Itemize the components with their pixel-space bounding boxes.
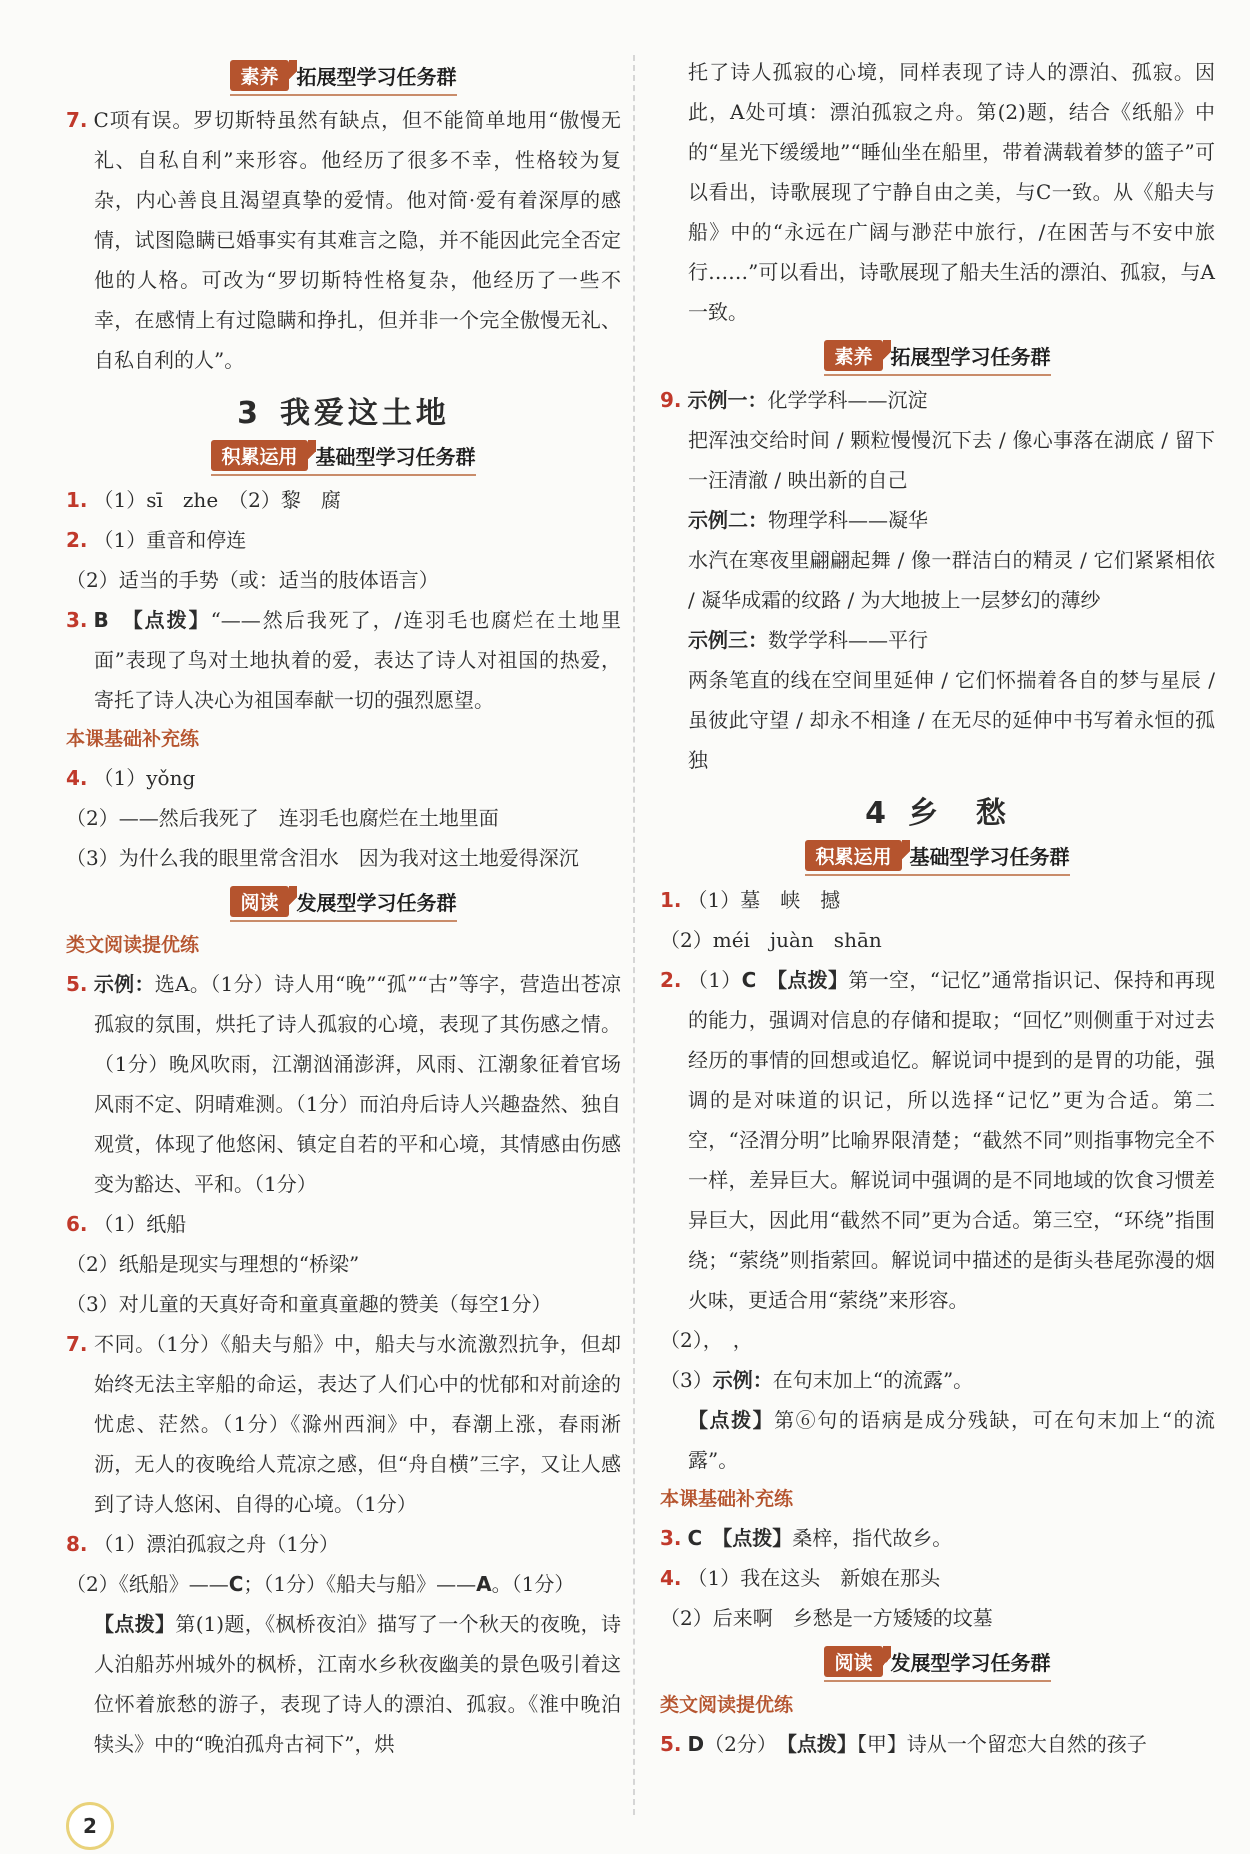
section-banner-reading bbox=[660, 1646, 1215, 1682]
answer-1-line2: （2）méi juàn shān bbox=[660, 928, 882, 952]
answer-9-example3-head: 示例三：数学学科——平行 bbox=[688, 628, 928, 652]
section-banner-basic bbox=[660, 840, 1215, 876]
lesson-title: 4 乡 愁 bbox=[865, 796, 1010, 831]
answer-5: 5. D（2分） 【点拨】【甲】诗从一个留恋大自然的孩子 bbox=[660, 1732, 1147, 1756]
section-banner-expand bbox=[66, 60, 621, 96]
banner-tag: 素养 bbox=[824, 340, 882, 371]
answer-4: 4. （1）我在这头 新娘在那头 bbox=[660, 1566, 941, 1590]
section-banner-reading bbox=[66, 886, 621, 922]
page-number: 2 bbox=[66, 1802, 114, 1850]
answer-2: 2. （1）重音和停连 bbox=[66, 528, 247, 552]
answer-8: 8. （1）漂泊孤寂之舟（1分） bbox=[66, 1532, 339, 1556]
section-banner-expand bbox=[660, 340, 1215, 376]
answer-2-line2: （2）适当的手势（或：适当的肢体语言） bbox=[66, 568, 439, 592]
banner-label: 基础型学习任务群 bbox=[315, 445, 476, 469]
answer-9-example3: 两条笔直的线在空间里延伸 / 它们怀揣着各自的梦与星辰 / 虽彼此守望 / 却永不相逢 / 在无尽的延伸中书写着永恒的孤独 bbox=[688, 668, 1215, 772]
answer-6-line3: （3）对儿童的天真好奇和童真童趣的赞美（每空1分） bbox=[66, 1292, 552, 1316]
answer-3: 3. C 【点拨】桑梓，指代故乡。 bbox=[660, 1526, 953, 1550]
answer-8-continued: 托了诗人孤寂的心境，同样表现了诗人的漂泊、孤寂。因此，A处可填：漂泊孤寂之舟。第(2)题，结合《纸船》中的“星光下缓缓地”“睡仙坐在船里，带着满载着梦的篮子”可以看出，诗歌展现了宁静自由之美，与C一致。从《船夫与船》中的“永远在广阔与渺茫中旅行，/在困苦与不安中旅行……”可以看出，诗歌展现了船夫生活的漂泊、孤寂，与A一致。 bbox=[688, 60, 1215, 324]
answer-7b: 7. 不同。（1分）《船夫与船》中，船夫与水流激烈抗争，但却始终无法主宰船的命运，表达了人们心中的忧郁和对前途的忧虑、茫然。（1分）《滁州西涧》中，春潮上涨，春雨淅沥，无人的夜晚给人荒凉之感，但“舟自横”三字，又让人感到了诗人悠闲、自得的心境。（1分） bbox=[66, 1332, 621, 1516]
banner-label: 发展型学习任务群 bbox=[296, 891, 457, 915]
banner-tag: 积累运用 bbox=[211, 440, 307, 471]
answer-1: 1. （1）墓 峡 撼 bbox=[660, 888, 841, 912]
banner-label: 发展型学习任务群 bbox=[890, 1651, 1051, 1675]
answer-8-tip: 【点拨】第(1)题，《枫桥夜泊》描写了一个秋天的夜晚，诗人泊船苏州城外的枫桥，江南水乡秋夜幽美的景色吸引着这位怀着旅愁的游子，表现了诗人的漂泊、孤寂。《淮中晚泊犊头》中的“晚泊孤舟古祠下”，烘 bbox=[94, 1612, 621, 1756]
answer-4-line2: （2）后来啊 乡愁是一方矮矮的坟墓 bbox=[660, 1606, 993, 1630]
answer-1: 1. （1）sī zhe （2）黎 腐 bbox=[66, 488, 341, 512]
answer-9-example2: 水汽在寒夜里翩翩起舞 / 像一群洁白的精灵 / 它们紧紧相依 / 凝华成霜的纹路 / 为大地披上一层梦幻的薄纱 bbox=[688, 548, 1215, 612]
section-banner-basic bbox=[66, 440, 621, 476]
answer-6: 6. （1）纸船 bbox=[66, 1212, 187, 1236]
banner-label: 拓展型学习任务群 bbox=[296, 65, 457, 89]
answer-2-line2: （2）， ， bbox=[660, 1328, 753, 1352]
banner-label: 拓展型学习任务群 bbox=[890, 345, 1051, 369]
answer-5: 5. 示例：选A。（1分）诗人用“晚”“孤”“古”等字，营造出苍凉孤寂的氛围，烘托了诗人孤寂的心境，表现了其伤感之情。（1分）晚风吹雨，江潮汹涌澎湃，风雨、江潮象征着官场风雨不定、阴晴难测。（1分）而泊舟后诗人兴趣盎然、独自观赏，体现了他悠闲、镇定自若的平和心境，其情感由伤感变为豁达、平和。（1分） bbox=[66, 972, 621, 1196]
answer-4-line3: （3）为什么我的眼里常含泪水 因为我对这土地爱得深沉 bbox=[66, 846, 579, 870]
answer-4: 4. （1）yǒng bbox=[66, 766, 196, 790]
right-column bbox=[660, 52, 1215, 1764]
lesson-title: 3 我爱这土地 bbox=[237, 396, 450, 431]
answer-8-line2: （2）《纸船》——C；（1分）《船夫与船》——A。（1分） bbox=[66, 1572, 575, 1596]
answer-2-tip: 【点拨】第⑥句的语病是成分残缺，可在句末加上“的流露”。 bbox=[688, 1408, 1216, 1472]
answer-7: 7. C项有误。罗切斯特虽然有缺点，但不能简单地用“傲慢无礼、自私自利”来形容。他经历了很多不幸，性格较为复杂，内心善良且渴望真挚的爱情。他对简·爱有着深厚的感情，试图隐瞒已婚事实有其难言之隐，并不能因此完全否定他的人格。可改为“罗切斯特性格复杂，他经历了一些不幸，在感情上有过隐瞒和挣扎，但并非一个完全傲慢无礼、自私自利的人”。 bbox=[66, 108, 621, 372]
left-column bbox=[66, 52, 621, 1764]
banner-tag: 阅读 bbox=[230, 886, 288, 917]
banner-tag: 素养 bbox=[230, 60, 288, 91]
answer-9-example1: 把浑浊交给时间 / 颗粒慢慢沉下去 / 像心事落在湖底 / 留下一汪清澈 / 映出新的自己 bbox=[688, 428, 1215, 492]
banner-label: 基础型学习任务群 bbox=[909, 845, 1070, 869]
answer-3: 3. B 【点拨】“——然后我死了，/连羽毛也腐烂在土地里面”表现了鸟对土地执着的爱，表达了诗人对祖国的热爱，寄托了诗人决心为祖国奉献一切的强烈愿望。 bbox=[66, 608, 621, 712]
subheading-basic-supplement: 本课基础补充练 bbox=[660, 1488, 794, 1510]
answer-9: 9. 示例一：化学学科——沉淀 bbox=[660, 388, 928, 412]
banner-tag: 积累运用 bbox=[805, 840, 901, 871]
subheading-reading: 类文阅读提优练 bbox=[660, 1694, 794, 1716]
answer-6-line2: （2）纸船是现实与理想的“桥梁” bbox=[66, 1252, 360, 1276]
banner-tag: 阅读 bbox=[824, 1646, 882, 1677]
subheading-basic-supplement: 本课基础补充练 bbox=[66, 728, 200, 750]
column-divider bbox=[633, 55, 635, 1815]
answer-2-line3: （3）示例：在句末加上“的流露”。 bbox=[660, 1368, 974, 1392]
answer-2: 2. （1）C 【点拨】第一空，“记忆”通常指识记、保持和再现的能力，强调对信息的存储和提取；“回忆”则侧重于对过去经历的事情的回想或追忆。解说词中提到的是胃的功能，强调的是对味道的识记，所以选择“记忆”更为合适。第二空，“泾渭分明”比喻界限清楚；“截然不同”则指事物完全不一样，差异巨大。解说词中强调的是不同地域的饮食习惯差异巨大，因此用“截然不同”更为合适。第三空，“环绕”指围绕；“萦绕”则指萦回。解说词中描述的是街头巷尾弥漫的烟火味，更适合用“萦绕”来形容。 bbox=[660, 968, 1216, 1312]
subheading-reading: 类文阅读提优练 bbox=[66, 934, 200, 956]
answer-4-line2: （2）——然后我死了 连羽毛也腐烂在土地里面 bbox=[66, 806, 499, 830]
answer-9-example2-head: 示例二：物理学科——凝华 bbox=[688, 508, 928, 532]
